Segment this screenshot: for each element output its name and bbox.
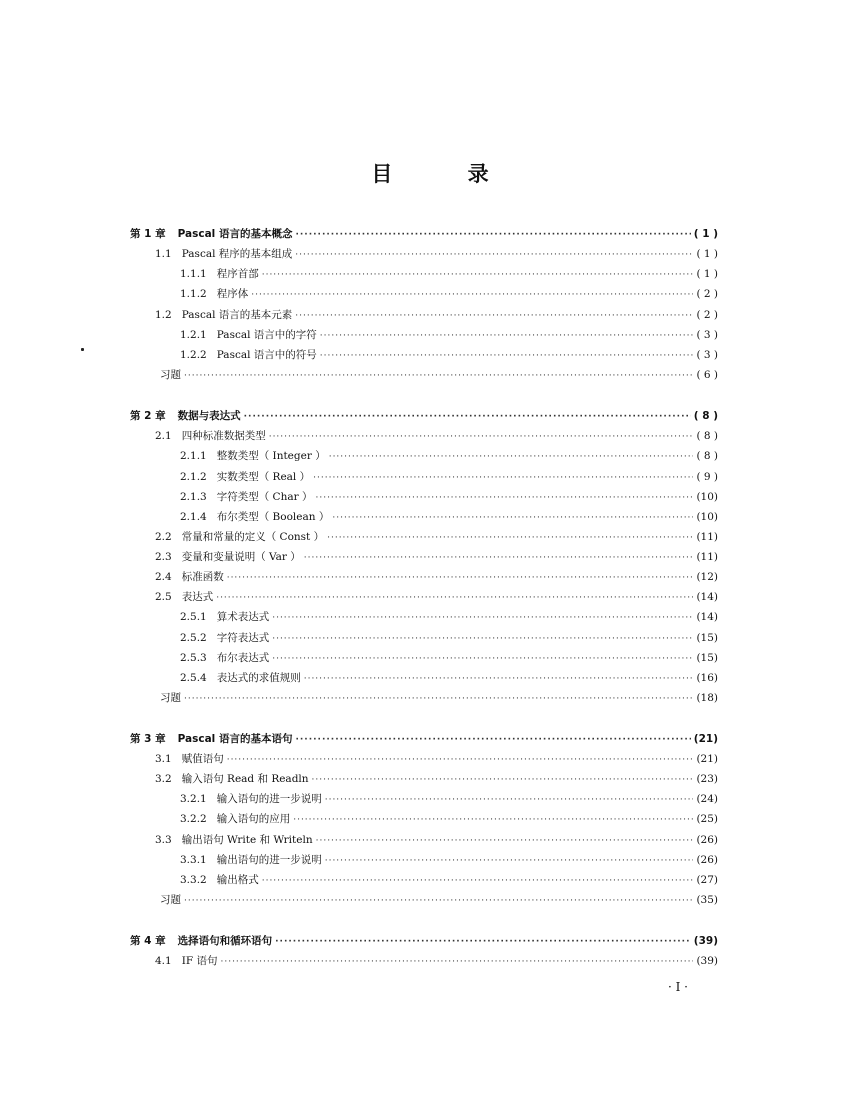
toc-entry-title: 字符类型（ Char ）: [216, 491, 313, 503]
toc-entry-label: [155, 246, 292, 261]
toc-subsection-entry: [180, 852, 718, 872]
toc-page-number: ( 2 ): [696, 309, 718, 321]
toc-leader-dots: [295, 230, 690, 240]
toc-entry-label: [155, 771, 309, 786]
toc-page-number: (14): [696, 591, 718, 603]
toc-entry-title: 字符表达式: [216, 632, 270, 644]
toc-entry-title: 输出语句 Write 和 Writeln: [181, 834, 313, 846]
toc-entry-label: [180, 286, 248, 301]
toc-entry-label: [180, 852, 322, 867]
toc-subsection-entry: [180, 327, 718, 347]
toc-entry-label: [155, 589, 213, 604]
toc-entry-number: 第 1 章: [130, 228, 166, 240]
toc-page-number: (16): [696, 672, 718, 684]
toc-chapter-entry: [130, 731, 718, 751]
toc-entry-label: [180, 266, 259, 281]
toc-section-entry: [155, 589, 718, 609]
toc-entry-title: 表达式的求值规则: [216, 672, 301, 684]
toc-leader-dots: [295, 735, 690, 745]
toc-entry-title: 习题: [160, 369, 181, 381]
toc-entry-title: Pascal 语言的基本元素: [181, 309, 293, 321]
toc-entry-title: 四种标准数据类型: [181, 430, 266, 442]
toc-entry-title: 变量和变量说明（ Var ）: [181, 551, 301, 563]
toc-entry-label: [180, 650, 269, 665]
toc-entry-number: 2.5.1: [180, 611, 207, 623]
toc-entry-label: [155, 529, 324, 544]
toc-page-number: (10): [696, 511, 718, 523]
toc-page-number: ( 3 ): [696, 349, 718, 361]
toc-page-number: (24): [696, 793, 718, 805]
toc-subsection-entry: [180, 266, 718, 286]
toc-subsection-entry: [180, 630, 718, 650]
toc-entry-label: [180, 469, 310, 484]
toc-entry-title: 选择语句和循环语句: [177, 935, 273, 947]
toc-entry-title: 数据与表达式: [177, 410, 241, 422]
toc-page-number: (12): [696, 571, 718, 583]
toc-entry-title: 实数类型（ Real ）: [216, 471, 311, 483]
toc-entry-title: 整数类型（ Integer ）: [216, 450, 326, 462]
toc-subsection-entry: [180, 489, 718, 509]
toc-entry-title: 表达式: [181, 591, 214, 603]
toc-entry-number: 第 3 章: [130, 733, 166, 745]
toc-entry-label: [180, 509, 329, 524]
toc-entry-label: [180, 489, 312, 504]
toc-entry-title: 算术表达式: [216, 611, 270, 623]
toc-entry-number: 2.5.4: [180, 672, 207, 684]
toc-entry-number: 1.2.1: [180, 329, 207, 341]
toc-page-number: (15): [696, 652, 718, 664]
toc-subsection-entry: [180, 872, 718, 892]
toc-entry-number: 3.3.1: [180, 854, 207, 866]
toc-entry-label: [155, 569, 224, 584]
toc-page-number: ( 3 ): [696, 329, 718, 341]
toc-entry-label: [160, 690, 181, 705]
toc-subsection-entry: [180, 791, 718, 811]
toc-entry-label: [180, 811, 290, 826]
toc-entry-title: 输入语句的应用: [216, 813, 291, 825]
toc-entry-number: 2.5.3: [180, 652, 207, 664]
toc-page-number: ( 6 ): [696, 369, 718, 381]
toc-entry-label: [180, 609, 269, 624]
toc-section-entry: [155, 832, 718, 852]
toc-entry-title: Pascal 语言的基本概念: [177, 228, 293, 240]
toc-entry-number: 2.3: [155, 551, 172, 563]
toc-entry-title: 输出语句的进一步说明: [216, 854, 322, 866]
toc-page-number: (14): [696, 611, 718, 623]
toc-entry-number: 3.1: [155, 753, 172, 765]
toc-subsection-entry: [180, 650, 718, 670]
toc-subsection-entry: [180, 811, 718, 831]
toc-entry-title: Pascal 程序的基本组成: [181, 248, 293, 260]
toc-entry-label: [130, 408, 241, 423]
toc-entry-title: 标准函数: [181, 571, 224, 583]
toc-entry-title: 习题: [160, 894, 181, 906]
toc-entry-number: 1.2: [155, 309, 172, 321]
toc-chapter-entry: [130, 933, 718, 953]
toc-entry-number: 第 4 章: [130, 935, 166, 947]
toc-page-number: (11): [696, 551, 718, 563]
toc-entry-number: 1.1.1: [180, 268, 207, 280]
toc-entry-number: 2.1.1: [180, 450, 207, 462]
toc-entry-label: [180, 670, 301, 685]
toc-leader-dots: [272, 654, 693, 664]
toc-section-entry: [155, 751, 718, 771]
toc-entry-number: 2.4: [155, 571, 172, 583]
toc-page-number: (27): [696, 874, 718, 886]
toc-page-number: (26): [696, 834, 718, 846]
toc-entry-title: 布尔类型（ Boolean ）: [216, 511, 330, 523]
toc-entry-title: Pascal 语言中的字符: [216, 329, 317, 341]
toc-leader-dots: [332, 513, 693, 523]
toc-entry-title: 输入语句 Read 和 Readln: [181, 773, 309, 785]
toc-chapter-entry: [130, 408, 718, 428]
toc-page-number: ( 2 ): [696, 288, 718, 300]
toc-subsection-entry: [180, 670, 718, 690]
toc-leader-dots: [295, 250, 693, 260]
toc-entry-label: [155, 428, 266, 443]
toc-page-number: (23): [696, 773, 718, 785]
toc-entry-label: [155, 549, 301, 564]
toc-subsection-entry: [180, 509, 718, 529]
toc-page-number: (11): [696, 531, 718, 543]
toc-entry-label: [160, 892, 181, 907]
toc-leader-dots: [329, 452, 694, 462]
toc-entry-number: 第 2 章: [130, 410, 166, 422]
toc-leader-dots: [227, 755, 694, 765]
toc-entry-title: 程序首部: [216, 268, 259, 280]
toc-entry-label: [130, 731, 292, 746]
toc-section-entry: [155, 307, 718, 327]
toc-entry-number: 3.3: [155, 834, 172, 846]
toc-page-number: (18): [696, 692, 718, 704]
toc-page-number: (10): [696, 491, 718, 503]
toc-leader-dots: [275, 937, 691, 947]
toc-page-number: ( 8 ): [693, 410, 718, 422]
toc-leader-dots: [184, 371, 693, 381]
toc-entry-label: [155, 307, 292, 322]
toc-entry-label: [155, 953, 217, 968]
toc-entry-number: 3.2: [155, 773, 172, 785]
toc-entry-number: 4.1: [155, 955, 172, 967]
toc-entry-label: [155, 832, 313, 847]
toc-leader-dots: [320, 331, 694, 341]
toc-entry-number: 1.1.2: [180, 288, 207, 300]
toc-entry-title: 程序体: [216, 288, 249, 300]
toc-section-entry: [155, 953, 718, 973]
toc-page-number: (39): [696, 955, 718, 967]
toc-page-number: (15): [696, 632, 718, 644]
toc-leader-dots: [304, 674, 694, 684]
toc-entry-title: 赋值语句: [181, 753, 224, 765]
toc-page-number: ( 1 ): [693, 228, 718, 240]
toc-leader-dots: [272, 634, 693, 644]
toc-entry-label: [180, 448, 326, 463]
toc-section-entry: [155, 549, 718, 569]
toc-section-entry: [155, 569, 718, 589]
toc-entry-number: 2.2: [155, 531, 172, 543]
toc-leader-dots: [327, 533, 693, 543]
toc-page-number: (21): [693, 733, 718, 745]
toc-chapter-entry: [130, 226, 718, 246]
toc-leader-dots: [293, 815, 693, 825]
toc-entry-title: 输出格式: [216, 874, 259, 886]
scan-mark: [81, 348, 84, 351]
toc-entry-title: IF 语句: [181, 955, 218, 967]
toc-page-number: ( 8 ): [696, 450, 718, 462]
toc-section-entry: [160, 367, 718, 387]
toc-leader-dots: [315, 493, 693, 503]
toc-subsection-entry: [180, 347, 718, 367]
toc-leader-dots: [316, 836, 694, 846]
toc-subsection-entry: [180, 609, 718, 629]
toc-entry-label: [180, 327, 317, 342]
toc-subsection-entry: [180, 448, 718, 468]
toc-leader-dots: [262, 270, 694, 280]
page-title: 目 录: [371, 162, 523, 186]
toc-entry-title: 常量和常量的定义（ Const ）: [181, 531, 325, 543]
toc-leader-dots: [269, 432, 694, 442]
toc-entry-number: 1.1: [155, 248, 172, 260]
toc-entry-number: 3.2.2: [180, 813, 207, 825]
toc-page-number: (39): [693, 935, 718, 947]
toc-entry-label: [160, 367, 181, 382]
toc-section-entry: [155, 529, 718, 549]
toc-leader-dots: [184, 896, 693, 906]
toc-page-number: (21): [696, 753, 718, 765]
toc-entry-label: [180, 630, 269, 645]
toc-page-number: (35): [696, 894, 718, 906]
toc-page-number: ( 9 ): [696, 471, 718, 483]
toc-entry-title: 布尔表达式: [216, 652, 270, 664]
toc-leader-dots: [184, 694, 693, 704]
toc-leader-dots: [312, 775, 694, 785]
toc-page-number: ( 1 ): [696, 248, 718, 260]
toc-subsection-entry: [180, 286, 718, 306]
toc-entry-number: 2.5: [155, 591, 172, 603]
toc-section-entry: [155, 771, 718, 791]
toc-page-number: (26): [696, 854, 718, 866]
toc-page-number: ( 1 ): [696, 268, 718, 280]
toc-entry-number: 3.3.2: [180, 874, 207, 886]
toc-leader-dots: [220, 957, 693, 967]
toc-leader-dots: [244, 412, 691, 422]
toc-entry-number: 2.1: [155, 430, 172, 442]
toc-leader-dots: [227, 573, 694, 583]
toc-entry-title: Pascal 语言中的符号: [216, 349, 317, 361]
toc-entry-label: [130, 933, 272, 948]
toc-entry-number: 1.2.2: [180, 349, 207, 361]
toc-entry-number: 3.2.1: [180, 793, 207, 805]
toc-leader-dots: [304, 553, 694, 563]
toc-leader-dots: [251, 290, 693, 300]
toc-leader-dots: [295, 311, 693, 321]
toc-page-number: ( 8 ): [696, 430, 718, 442]
toc-leader-dots: [325, 856, 694, 866]
toc-entry-number: 2.1.2: [180, 471, 207, 483]
toc-entry-title: 习题: [160, 692, 181, 704]
toc-section-entry: [160, 892, 718, 912]
toc-subsection-entry: [180, 469, 718, 489]
toc-entry-title: Pascal 语言的基本语句: [177, 733, 293, 745]
toc-leader-dots: [325, 795, 694, 805]
page-number-footer: · I ·: [668, 980, 688, 994]
toc-section-entry: [160, 690, 718, 710]
toc-leader-dots: [272, 613, 693, 623]
toc-entry-label: [180, 872, 259, 887]
toc-leader-dots: [216, 593, 693, 603]
toc-entry-label: [130, 226, 292, 241]
toc-entry-title: 输入语句的进一步说明: [216, 793, 322, 805]
toc-page-number: (25): [696, 813, 718, 825]
toc-leader-dots: [320, 351, 694, 361]
toc-entry-number: 2.5.2: [180, 632, 207, 644]
toc-section-entry: [155, 246, 718, 266]
toc-entry-label: [180, 347, 317, 362]
toc-entry-number: 2.1.3: [180, 491, 207, 503]
toc-entry-label: [180, 791, 322, 806]
toc-entry-label: [155, 751, 224, 766]
toc-leader-dots: [262, 876, 694, 886]
toc-entry-number: 2.1.4: [180, 511, 207, 523]
toc-section-entry: [155, 428, 718, 448]
toc-leader-dots: [313, 473, 693, 483]
